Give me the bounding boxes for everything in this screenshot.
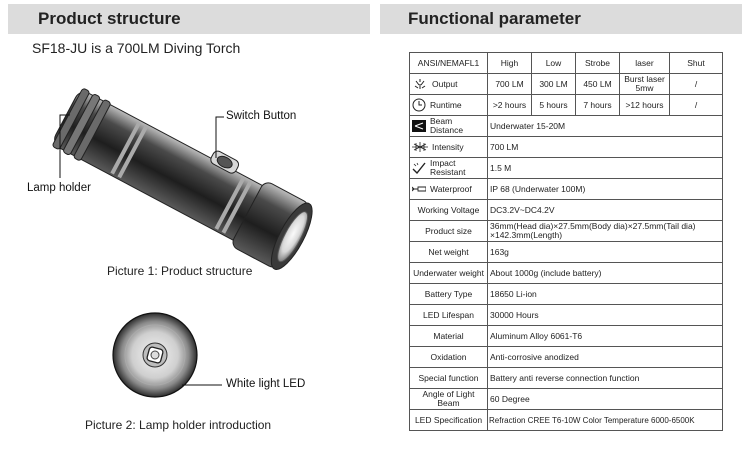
- table-cell: IP 68 (Underwater 100M): [488, 179, 723, 200]
- table-header-cell: laser: [620, 53, 670, 74]
- section-header-functional-parameter: [380, 4, 742, 34]
- table-header-cell: Low: [532, 53, 576, 74]
- table-row: [410, 158, 723, 179]
- row-label: Waterproof: [430, 183, 472, 194]
- table-row: [410, 389, 723, 410]
- table-header-cell: ANSI/NEMAFL1: [410, 53, 488, 74]
- row-label-cell: Underwater weight: [410, 263, 488, 284]
- table-cell: 30000 Hours: [488, 305, 723, 326]
- table-header-row: [410, 53, 723, 74]
- row-label-cell: Material: [410, 326, 488, 347]
- table-row: [410, 116, 723, 137]
- row-label-cell: Net weight: [410, 242, 488, 263]
- waterproof-icon: [412, 185, 426, 193]
- clock-icon: [412, 98, 426, 112]
- sun-rays-icon: [412, 78, 428, 90]
- table-cell: Aluminum Alloy 6061-T6: [488, 326, 723, 347]
- table-header-cell: High: [488, 53, 532, 74]
- table-cell: Anti-corrosive anodized: [488, 347, 723, 368]
- impact-icon: [412, 162, 426, 174]
- table-cell: DC3.2V~DC4.2V: [488, 200, 723, 221]
- table-header-cell: Shut: [670, 53, 723, 74]
- picture2-caption: Picture 2: Lamp holder introduction: [85, 418, 272, 432]
- table-cell: 7 hours: [576, 95, 620, 116]
- table-row: [410, 347, 723, 368]
- section-title: Functional parameter: [408, 9, 581, 28]
- table-row: [410, 242, 723, 263]
- table-cell: Refraction CREE T6-10W Color Temperature 6000-6500K: [488, 410, 723, 431]
- table-row: [410, 326, 723, 347]
- row-label: Output: [432, 78, 458, 89]
- table-cell: 450 LM: [576, 74, 620, 95]
- table-row: [410, 137, 723, 158]
- table-cell: >12 hours: [620, 95, 670, 116]
- table-header-cell: Strobe: [576, 53, 620, 74]
- table-row: [410, 95, 723, 116]
- switch-button-callout: Switch Button: [226, 110, 297, 122]
- table-row: [410, 410, 723, 431]
- table-cell: Battery anti reverse connection function: [488, 368, 723, 389]
- row-label-cell: [410, 137, 488, 158]
- table-cell: About 1000g (include battery): [488, 263, 723, 284]
- row-label-cell: [410, 74, 488, 95]
- table-cell: 60 Degree: [488, 389, 723, 410]
- table-cell: >2 hours: [488, 95, 532, 116]
- table-row: [410, 263, 723, 284]
- row-label-cell: [410, 116, 488, 137]
- white-light-led-callout: White light LED: [226, 378, 306, 390]
- beam-icon: [412, 120, 426, 132]
- functional-parameter-table: [409, 52, 723, 431]
- row-label-cell: [410, 158, 488, 179]
- intensity-icon: [412, 142, 428, 152]
- row-label: Intensity: [432, 141, 464, 152]
- table-cell: 1.5 M: [488, 158, 723, 179]
- table-cell: Burst laser 5mw: [620, 74, 670, 95]
- table-cell: 5 hours: [532, 95, 576, 116]
- table-row: [410, 179, 723, 200]
- table-row: [410, 284, 723, 305]
- table-cell: 163g: [488, 242, 723, 263]
- table-cell: 36mm(Head dia)×27.5mm(Body dia)×27.5mm(Tail dia) ×142.3mm(Length): [488, 221, 723, 242]
- row-label-cell: LED Specification: [410, 410, 488, 431]
- table-cell: 300 LM: [532, 74, 576, 95]
- table-row: [410, 200, 723, 221]
- table-cell: 700 LM: [488, 74, 532, 95]
- row-label: Impact Resistant: [430, 158, 466, 177]
- row-label-cell: Oxidation: [410, 347, 488, 368]
- lamp-holder-illustration: [113, 313, 197, 397]
- section-title: Product structure: [38, 9, 181, 28]
- table-cell: /: [670, 74, 723, 95]
- table-cell: 700 LM: [488, 137, 723, 158]
- table-cell: 18650 Li-ion: [488, 284, 723, 305]
- row-label-cell: Special function: [410, 368, 488, 389]
- row-label-cell: LED Lifespan: [410, 305, 488, 326]
- row-label: Runtime: [430, 99, 462, 110]
- row-label-cell: Battery Type: [410, 284, 488, 305]
- row-label-cell: [410, 179, 488, 200]
- lamp-holder-callout: Lamp holder: [27, 182, 91, 194]
- picture1-caption: Picture 1: Product structure: [107, 264, 253, 278]
- product-subtitle: SF18-JU is a 700LM Diving Torch: [32, 40, 241, 56]
- table-row: [410, 221, 723, 242]
- row-label-cell: Angle of Light Beam: [410, 389, 488, 410]
- table-row: [410, 305, 723, 326]
- table-cell: Underwater 15-20M: [488, 116, 723, 137]
- table-row: [410, 368, 723, 389]
- row-label: Beam Distance: [430, 116, 464, 135]
- table-row: [410, 74, 723, 95]
- row-label-cell: Product size: [410, 221, 488, 242]
- row-label-cell: Working Voltage: [410, 200, 488, 221]
- table-cell: /: [670, 95, 723, 116]
- row-label-cell: [410, 95, 488, 116]
